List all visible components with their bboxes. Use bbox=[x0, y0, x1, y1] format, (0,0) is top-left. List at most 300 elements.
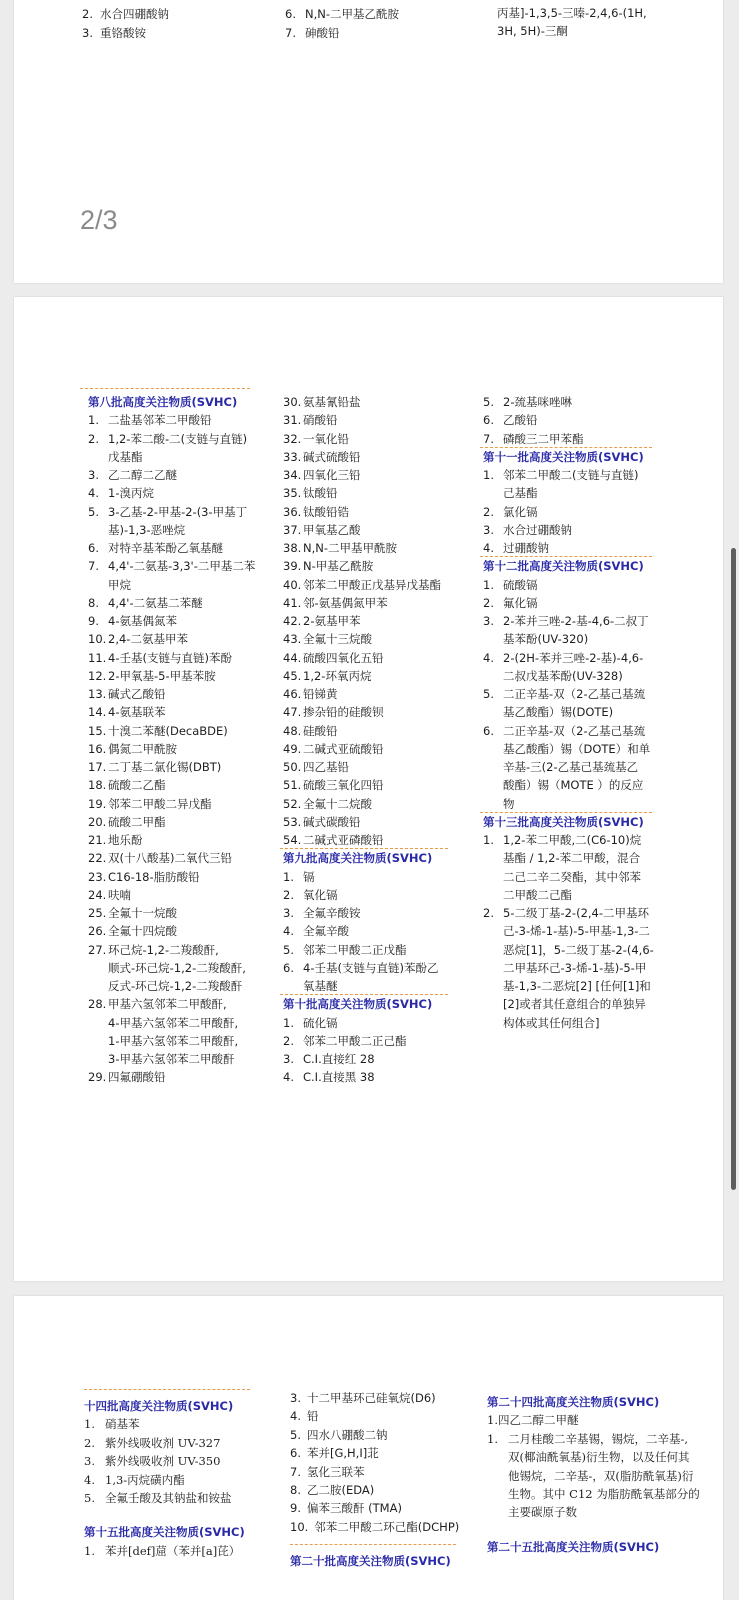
item-number: 27. bbox=[88, 942, 107, 957]
item-text-line: 甲烷 bbox=[108, 577, 131, 592]
item-text bbox=[108, 849, 232, 867]
item-text-line: 氢化三联苯 bbox=[306, 1464, 365, 1479]
item-text bbox=[314, 1518, 459, 1536]
item-text-line: N-甲基乙酰胺 bbox=[303, 559, 374, 574]
list-item bbox=[283, 959, 441, 996]
item-text-line: 1-甲基六氢邻苯二甲酸酐, bbox=[108, 1033, 239, 1048]
item-text bbox=[503, 539, 549, 557]
list-item bbox=[290, 1518, 459, 1536]
item-number: 29. bbox=[88, 1070, 107, 1085]
item-text-line: 3-乙基-2-甲基-2-(3-甲基丁 bbox=[108, 504, 248, 519]
item-text-line: 邻-氨基偶氮甲苯 bbox=[303, 595, 388, 610]
item-number: 2. bbox=[483, 595, 494, 610]
item-number: 4. bbox=[483, 650, 494, 665]
item-text bbox=[303, 576, 441, 594]
list-item bbox=[84, 1415, 245, 1433]
item-text bbox=[105, 1434, 220, 1452]
item-text-line: 二甲酸二己酯 bbox=[503, 887, 572, 902]
item-number: 4. bbox=[283, 1070, 294, 1085]
batch-heading bbox=[88, 393, 255, 411]
item-text bbox=[108, 539, 223, 557]
item-text-line: 双(椰油酰氧基)衍生物，以及任何其 bbox=[508, 1450, 690, 1465]
list-item bbox=[285, 5, 399, 24]
dashed-divider bbox=[480, 556, 652, 557]
item-number: 2. bbox=[84, 1435, 95, 1450]
item-number: 19. bbox=[88, 796, 107, 811]
list-item bbox=[483, 521, 654, 539]
item-text bbox=[303, 1068, 375, 1086]
item-text-line: 二叔戊基苯酚(UV-328) bbox=[503, 668, 623, 683]
list-item bbox=[283, 393, 441, 411]
list-item bbox=[285, 24, 399, 43]
item-text-line: 2,4-二氨基甲苯 bbox=[108, 632, 188, 647]
item-text-line: 乙二胺(EDA) bbox=[306, 1483, 375, 1498]
item-number: 4. bbox=[283, 924, 294, 939]
list-item bbox=[283, 539, 441, 557]
item-text bbox=[503, 466, 638, 503]
batch-heading-text: 第十五批高度关注物质(SVHC) bbox=[84, 1525, 245, 1540]
item-text bbox=[303, 795, 372, 813]
list-item bbox=[88, 922, 255, 940]
item-number: 54. bbox=[283, 833, 302, 847]
item-number: 7. bbox=[285, 26, 296, 40]
dashed-divider bbox=[290, 1544, 456, 1545]
item-number: 5. bbox=[84, 1491, 95, 1506]
item-text-line: 戊基酯 bbox=[108, 449, 143, 464]
dashed-divider bbox=[280, 848, 448, 849]
item-text-line: 己基酯 bbox=[503, 486, 538, 501]
list-item bbox=[88, 849, 255, 867]
item-text bbox=[108, 831, 143, 849]
item-text-line: 硫酸四氧化五铅 bbox=[303, 650, 384, 665]
item-text bbox=[503, 576, 538, 594]
item-text-line: 过硼酸钠 bbox=[503, 541, 549, 555]
pdf-page-3 bbox=[14, 1296, 723, 1600]
item-number: 34. bbox=[283, 468, 302, 482]
list-item bbox=[283, 576, 441, 594]
item-text bbox=[305, 5, 399, 24]
item-text bbox=[303, 594, 388, 612]
item-text-line: 全氟辛酸 bbox=[303, 924, 349, 939]
dashed-divider bbox=[480, 812, 652, 813]
batch-heading bbox=[483, 813, 654, 831]
item-number: 3. bbox=[283, 906, 294, 920]
item-number: 21. bbox=[88, 833, 107, 847]
item-text bbox=[108, 776, 166, 794]
item-number: 5. bbox=[483, 395, 494, 409]
list-item bbox=[88, 630, 255, 648]
item-text bbox=[303, 776, 384, 794]
item-number: 46. bbox=[283, 687, 302, 701]
item-number: 17. bbox=[88, 760, 107, 774]
list-item bbox=[88, 758, 255, 776]
item-number: 47. bbox=[283, 705, 302, 720]
item-text-line: 氯化镉 bbox=[503, 504, 538, 519]
list-item bbox=[283, 922, 441, 940]
item-text bbox=[108, 649, 232, 667]
list-item bbox=[88, 722, 255, 740]
item-text bbox=[108, 795, 212, 813]
item-text bbox=[303, 1050, 375, 1068]
list-item bbox=[483, 831, 654, 904]
batch-heading bbox=[84, 1523, 245, 1541]
item-text-line: [2]或者其任意组合的单独异 bbox=[503, 997, 646, 1012]
item-text-line: 四乙基铅 bbox=[303, 760, 349, 774]
item-text bbox=[503, 594, 538, 612]
list-item bbox=[88, 557, 255, 594]
list-item bbox=[88, 411, 255, 429]
item-text bbox=[307, 1444, 379, 1462]
batch-heading bbox=[487, 1393, 700, 1411]
item-text-line: 4-甲基六氢邻苯二甲酸酐, bbox=[108, 1015, 239, 1030]
list-item bbox=[88, 612, 255, 630]
item-number: 33. bbox=[283, 449, 302, 464]
item-number: 36. bbox=[283, 504, 302, 519]
item-text-line: 3-甲基六氢邻苯二甲酸酐 bbox=[108, 1052, 235, 1066]
item-text-line: 乙二醇二乙醚 bbox=[108, 468, 177, 482]
item-text bbox=[497, 4, 647, 40]
item-text-line: 二月桂酸二辛基锡，锡烷，二辛基-, bbox=[508, 1431, 689, 1446]
item-text bbox=[303, 411, 338, 429]
batch-heading-text: 第九批高度关注物质(SVHC) bbox=[283, 851, 433, 866]
list-item bbox=[88, 503, 255, 540]
batch-heading-text: 第八批高度关注物质(SVHC) bbox=[88, 395, 238, 409]
batch-heading-text: 第十三批高度关注物质(SVHC) bbox=[483, 814, 644, 829]
item-text-line: 二正辛基-双（2-乙基己基巯 bbox=[503, 687, 646, 701]
item-text bbox=[108, 703, 165, 721]
item-text bbox=[108, 886, 131, 904]
item-text-line: 钛酸铅锆 bbox=[303, 504, 349, 519]
item-text-line: 全氟十四烷酸 bbox=[108, 924, 177, 939]
item-number: 49. bbox=[283, 741, 302, 756]
item-text bbox=[108, 922, 177, 940]
list-item bbox=[283, 649, 441, 667]
item-text-line: 碱式硫酸铅 bbox=[303, 449, 361, 464]
item-text-line: 2-巯基咪唑啉 bbox=[503, 395, 572, 409]
item-number: 42. bbox=[283, 614, 302, 628]
item-number: 48. bbox=[283, 723, 302, 738]
item-number: 2. bbox=[88, 431, 99, 446]
list-item bbox=[283, 776, 441, 794]
column-right bbox=[487, 1393, 700, 1556]
item-text-line: 2-氨基甲苯 bbox=[303, 614, 361, 628]
item-text-line: 1-溴丙烷 bbox=[108, 486, 154, 501]
item-text bbox=[108, 484, 154, 502]
list-item bbox=[283, 831, 441, 849]
item-text bbox=[503, 722, 650, 813]
list-item bbox=[283, 758, 441, 776]
list-item bbox=[283, 448, 441, 466]
column-right bbox=[497, 4, 647, 40]
item-number: 31. bbox=[283, 413, 302, 428]
item-number: 14. bbox=[88, 705, 107, 720]
item-text-line: 基苯酚(UV-320) bbox=[503, 632, 589, 647]
item-number: 13. bbox=[88, 687, 107, 701]
item-number: 11. bbox=[88, 650, 107, 665]
item-number: 45. bbox=[283, 668, 302, 683]
list-item bbox=[283, 795, 441, 813]
list-item bbox=[283, 484, 441, 502]
item-number: 3. bbox=[290, 1391, 301, 1405]
item-number: 6. bbox=[285, 7, 296, 21]
item-number: 12. bbox=[88, 668, 107, 683]
list-item bbox=[88, 795, 255, 813]
item-number: 5. bbox=[483, 687, 494, 701]
item-number: 1. bbox=[483, 468, 494, 482]
item-number: 16. bbox=[88, 741, 107, 756]
list-item bbox=[497, 4, 647, 40]
item-number: 8. bbox=[290, 1483, 301, 1498]
item-text-line: 二甲基环己-3-烯-1-基)-5-甲 bbox=[503, 960, 647, 975]
item-text-line: 四水八硼酸二钠 bbox=[306, 1427, 388, 1442]
item-text-line: 生物。其中 C12 为脂肪酰氧基部分的 bbox=[508, 1487, 700, 1502]
item-number: 44. bbox=[283, 650, 302, 665]
item-text bbox=[108, 685, 166, 703]
list-item bbox=[88, 594, 255, 612]
item-text bbox=[503, 685, 645, 722]
item-text-line: 十二甲基环己硅氧烷(D6) bbox=[306, 1391, 436, 1405]
item-text bbox=[105, 1471, 185, 1489]
item-text-line: 1.四乙二醇二甲醚 bbox=[487, 1413, 579, 1428]
item-number: 4. bbox=[84, 1472, 95, 1487]
item-number: 9. bbox=[290, 1501, 301, 1516]
item-text-line: 丙基]-1,3,5-三嗪-2,4,6-(1H, bbox=[497, 6, 647, 20]
item-text bbox=[503, 612, 649, 649]
list-item bbox=[88, 430, 255, 467]
item-text-line: 1,2-环氧丙烷 bbox=[303, 668, 372, 683]
item-number: 39. bbox=[283, 559, 302, 574]
item-text-line: 硫酸镉 bbox=[503, 577, 538, 592]
item-text bbox=[108, 667, 216, 685]
list-item bbox=[483, 466, 654, 503]
item-text bbox=[108, 813, 166, 831]
item-text-line: 氧基醚 bbox=[303, 979, 338, 993]
item-text bbox=[303, 430, 349, 448]
item-text-line: 乙酸铅 bbox=[503, 413, 538, 428]
item-text bbox=[303, 922, 349, 940]
item-text bbox=[105, 1452, 220, 1470]
scrollbar-thumb[interactable] bbox=[731, 548, 736, 1190]
list-item bbox=[283, 868, 441, 886]
item-text-line: 4,4'-二氨基二苯醚 bbox=[108, 595, 203, 610]
item-number: 3. bbox=[84, 1454, 95, 1469]
item-text bbox=[303, 722, 338, 740]
batch-heading-text: 第二十批高度关注物质(SVHC) bbox=[290, 1554, 451, 1569]
item-text-line: 他锡烷，二辛基-，双(脂肪酰氧基)衍 bbox=[508, 1468, 694, 1483]
column-middle bbox=[283, 393, 441, 1087]
item-number: 3. bbox=[88, 468, 99, 482]
item-text-line: 四氧化三铅 bbox=[303, 468, 361, 482]
list-item bbox=[283, 594, 441, 612]
list-item bbox=[283, 886, 441, 904]
item-text bbox=[303, 448, 361, 466]
column-left bbox=[82, 5, 169, 43]
item-text-line: 邻苯二甲酸二正己酯 bbox=[303, 1033, 407, 1048]
item-text-line: 氨基氰铅盐 bbox=[303, 395, 361, 409]
item-text-line: 二己二辛二癸酯，其中邻苯 bbox=[503, 869, 641, 884]
item-text bbox=[503, 503, 538, 521]
list-item bbox=[483, 430, 654, 448]
item-text bbox=[503, 521, 572, 539]
item-text bbox=[108, 995, 238, 1068]
list-item bbox=[82, 5, 169, 24]
item-text-line: 钛酸铅 bbox=[303, 486, 338, 501]
item-text-line: 基酯 / 1,2-苯二甲酸，混合 bbox=[503, 851, 641, 866]
pdf-page-1 bbox=[14, 0, 723, 283]
item-number: 2. bbox=[82, 7, 93, 21]
item-text-line: 紫外线吸收剂 UV-327 bbox=[105, 1435, 221, 1450]
item-number: 26. bbox=[88, 924, 107, 939]
item-text bbox=[307, 1481, 374, 1499]
item-text-line: 基乙酸酯）锡（DOTE）和单 bbox=[503, 741, 651, 756]
item-text bbox=[108, 557, 255, 594]
list-item bbox=[88, 466, 255, 484]
item-text bbox=[307, 1499, 402, 1517]
list-item bbox=[88, 813, 255, 831]
list-item bbox=[84, 1489, 245, 1507]
item-text-line: 3H, 5H)-三酮 bbox=[497, 24, 568, 38]
list-item bbox=[483, 594, 654, 612]
list-item bbox=[88, 740, 255, 758]
list-item bbox=[483, 649, 654, 686]
list-item bbox=[283, 813, 441, 831]
item-number: 1. bbox=[283, 869, 294, 884]
item-text bbox=[303, 831, 384, 849]
item-text bbox=[503, 411, 538, 429]
item-number: 9. bbox=[88, 614, 99, 628]
list-item bbox=[88, 868, 255, 886]
item-text-line: 全氟十一烷酸 bbox=[108, 906, 177, 920]
list-item bbox=[283, 557, 441, 575]
item-text-line: 4-壬基(支链与直链)苯酚 bbox=[108, 650, 232, 665]
item-text-line: 酸酯）锡（MOTE ）的反应 bbox=[503, 778, 644, 793]
item-text-line: 反式-环己烷-1,2-二羧酸酐 bbox=[108, 979, 243, 993]
list-item bbox=[483, 393, 654, 411]
item-number: 32. bbox=[283, 431, 302, 446]
item-number: 1. bbox=[283, 1015, 294, 1030]
list-item bbox=[483, 612, 654, 649]
list-item bbox=[88, 649, 255, 667]
item-text bbox=[307, 1407, 319, 1425]
item-text-line: 硫酸三氧化四铅 bbox=[303, 778, 384, 793]
batch-heading bbox=[283, 849, 441, 867]
item-text-line: 一氧化铅 bbox=[303, 431, 349, 446]
item-number: 6. bbox=[88, 541, 99, 555]
item-text bbox=[108, 503, 247, 540]
item-text-line: 硝酸铅 bbox=[303, 413, 338, 428]
item-text-line: 呋喃 bbox=[108, 887, 131, 902]
item-text bbox=[503, 904, 654, 1032]
item-text-line: 氟化镉 bbox=[503, 595, 538, 610]
item-text-line: 铅 bbox=[306, 1409, 319, 1424]
item-text-line: 邻苯二甲酸二正戊酯 bbox=[303, 942, 407, 957]
list-item bbox=[82, 24, 169, 43]
list-item bbox=[483, 411, 654, 429]
list-item bbox=[88, 703, 255, 721]
item-text-line: 硝基苯 bbox=[105, 1417, 140, 1432]
batch-heading-text: 第十二批高度关注物质(SVHC) bbox=[483, 559, 644, 574]
list-item bbox=[88, 776, 255, 794]
item-number: 7. bbox=[483, 431, 494, 446]
item-text-line: 二正辛基-双（2-乙基己基巯 bbox=[503, 723, 646, 738]
dashed-divider bbox=[84, 1389, 250, 1390]
item-text bbox=[303, 630, 372, 648]
list-item bbox=[88, 886, 255, 904]
item-text-line: 二碱式亚磷酸铅 bbox=[303, 833, 384, 847]
batch-heading-text: 第十批高度关注物质(SVHC) bbox=[283, 997, 433, 1012]
list-item bbox=[283, 411, 441, 429]
item-text bbox=[108, 630, 188, 648]
batch-heading bbox=[483, 557, 654, 575]
item-text bbox=[108, 430, 247, 467]
item-text bbox=[108, 1068, 166, 1086]
item-number: 1. bbox=[84, 1417, 95, 1432]
item-number: 51. bbox=[283, 778, 302, 793]
item-text-line: 磷酸三二甲苯酯 bbox=[503, 431, 584, 446]
item-text bbox=[303, 904, 361, 922]
item-number: 25. bbox=[88, 906, 107, 920]
item-text bbox=[108, 868, 200, 886]
list-item bbox=[290, 1499, 459, 1517]
item-number: 2. bbox=[283, 1033, 294, 1048]
column-left bbox=[88, 393, 255, 1087]
item-text bbox=[303, 868, 315, 886]
item-text bbox=[303, 557, 373, 575]
list-item bbox=[84, 1434, 245, 1452]
list-item bbox=[88, 904, 255, 922]
column-middle bbox=[285, 5, 399, 43]
page-indicator: 2/3 bbox=[80, 205, 118, 235]
item-number: 6. bbox=[290, 1446, 301, 1461]
item-number: 6. bbox=[483, 413, 494, 428]
item-number: 6. bbox=[283, 960, 294, 975]
item-text bbox=[303, 959, 438, 996]
item-text bbox=[105, 1415, 140, 1433]
item-text-line: 偶氮二甲酰胺 bbox=[108, 741, 177, 756]
list-item bbox=[283, 503, 441, 521]
item-text bbox=[303, 1032, 407, 1050]
item-text-line: 构体或其任何组合] bbox=[503, 1015, 600, 1030]
item-number: 8. bbox=[88, 595, 99, 610]
item-text-line: 铅锑黄 bbox=[303, 687, 338, 701]
item-text bbox=[503, 831, 641, 904]
item-number: 30. bbox=[283, 395, 302, 409]
list-item bbox=[483, 685, 654, 722]
list-item bbox=[290, 1444, 459, 1462]
batch-heading-text: 第二十四批高度关注物质(SVHC) bbox=[487, 1395, 660, 1409]
item-text-line: 邻苯二甲酸二异戊酯 bbox=[108, 796, 212, 811]
item-number: 5. bbox=[283, 942, 294, 957]
item-number: 24. bbox=[88, 887, 107, 902]
item-text bbox=[105, 1489, 232, 1507]
item-number: 7. bbox=[290, 1464, 301, 1479]
item-text-line: 苯并[G,H,I]苝 bbox=[306, 1446, 379, 1461]
item-text-line: 基)-1,3-恶唑烷 bbox=[108, 522, 186, 537]
item-text-line: 水合过硼酸钠 bbox=[503, 522, 572, 537]
item-text bbox=[508, 1430, 700, 1522]
list-item bbox=[283, 1014, 441, 1032]
item-text-line: 1,3-丙烷磺内酯 bbox=[105, 1472, 185, 1487]
item-number: 20. bbox=[88, 814, 107, 829]
column-right bbox=[483, 393, 654, 1032]
item-text bbox=[303, 539, 397, 557]
item-text-line: 掺杂铅的硅酸钡 bbox=[303, 705, 384, 720]
item-text-line: 偏苯三酸酐 (TMA) bbox=[306, 1501, 402, 1516]
item-text-line: 1,2-苯二酸-二(支链与直链) bbox=[108, 431, 248, 446]
item-text-line: 重铬酸铵 bbox=[100, 26, 146, 40]
item-text bbox=[105, 1542, 240, 1560]
item-text-line: 全氟壬酸及其钠盐和铵盐 bbox=[105, 1491, 232, 1506]
